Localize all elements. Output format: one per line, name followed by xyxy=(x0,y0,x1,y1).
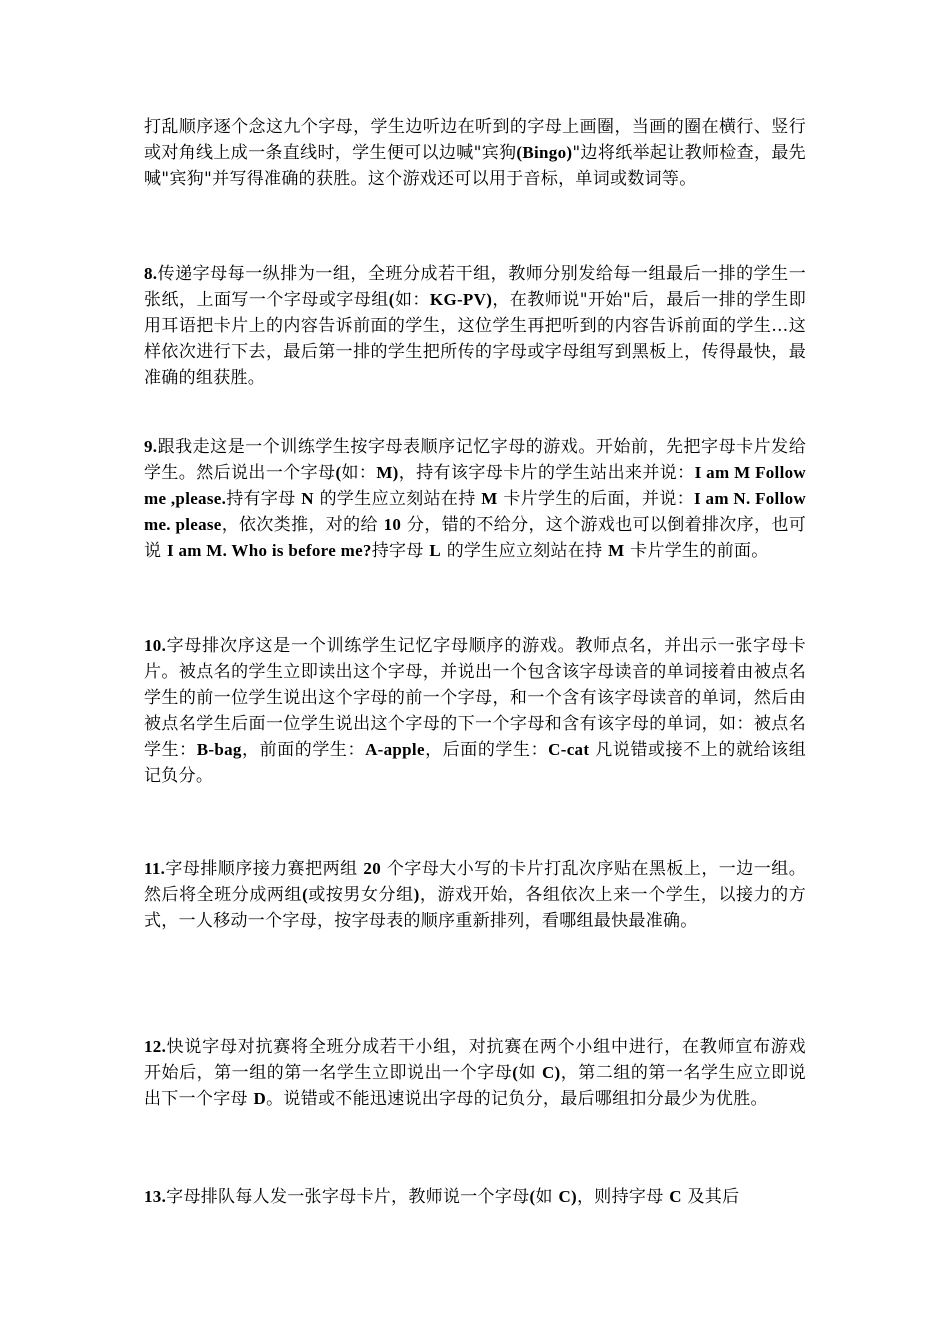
text-run: ，前面的学生： xyxy=(241,740,366,760)
text-run: 个字母大小写的卡片打乱次序贴在黑板上，一边一组。然后将全班分成两组 xyxy=(144,859,806,905)
bold-text-run: ) xyxy=(413,885,420,904)
bold-text-run: ( xyxy=(388,290,395,309)
text-run: ，则持字母 xyxy=(577,1187,670,1207)
paragraph-10-letter-order xyxy=(144,633,806,789)
bold-text-run: I am N. Follow me. please xyxy=(144,489,806,534)
text-run: 如： xyxy=(341,463,377,483)
text-run: ，在教师说"开始"后，最后一排的学生即用耳语把卡片上的内容告诉前面的学生，这位学生再把听到的内容告诉前面的学生…这样依次进行下去，最后第一排的学生把所传的字母或字母组写到黑板上，传得最快，最准确的组获胜。 xyxy=(144,290,806,388)
bold-text-run: C-cat xyxy=(548,740,590,759)
text-run: 卡片学生的后面，并说： xyxy=(497,489,695,509)
text-run: 凡说错或接不上的就给该组记负分。 xyxy=(144,740,806,786)
bold-text-run: N xyxy=(301,489,314,508)
bold-text-run: ( xyxy=(302,885,309,904)
text-run: ，第二组的第一名学生应立即说出下一个字母 xyxy=(144,1063,806,1109)
paragraph-9-follow-me xyxy=(144,434,806,564)
bold-text-run: 8. xyxy=(144,264,158,283)
text-run: 快说字母对抗赛将全班分成若干小组，对抗赛在两个小组中进行，在教师宣布游戏开始后，第一组的第一名学生立即说出一个字母 xyxy=(144,1037,806,1083)
text-run: 卡片学生的前面。 xyxy=(624,541,769,561)
text-run: ，后面的学生： xyxy=(424,740,549,760)
bold-text-run: 13. xyxy=(144,1187,167,1206)
bold-text-run: M xyxy=(481,489,498,508)
text-run: 如 xyxy=(535,1187,559,1207)
bold-text-run: ( xyxy=(512,1063,519,1082)
text-run: 的学生应立刻站在持 xyxy=(313,489,482,509)
paragraph-11-relay-race xyxy=(144,856,806,934)
bold-text-run: 20 xyxy=(363,859,382,878)
text-run: 的学生应立刻站在持 xyxy=(440,541,609,561)
text-run: 。说错或不能迅速说出字母的记负分，最后哪组扣分最少为优胜。 xyxy=(266,1089,768,1109)
text-run: 持字母 xyxy=(371,541,430,561)
text-run: 如 xyxy=(518,1063,542,1083)
text-run: 字母排次序这是一个训练学生记忆字母顺序的游戏。教师点名，并出示一张字母卡片。被点名的学生立即读出这个字母，并说出一个包含该字母读音的单词接着由被点名学生的前一位学生说出这个字母的前一个字母，和一个含有该字母读音的单词，然后由被点名学生后面一位学生说出这个字母的下一个字母和含有该字母的单词，如：被点名学生： xyxy=(144,636,806,760)
bold-text-run: ( xyxy=(335,463,342,482)
bold-text-run: C) xyxy=(541,1063,561,1082)
paragraph-bingo-continued xyxy=(144,114,806,192)
text-run: 或按男女分组 xyxy=(308,885,414,905)
bold-text-run: 10 xyxy=(383,515,402,534)
paragraph-12-quick-letters xyxy=(144,1034,806,1112)
bold-text-run: C xyxy=(669,1187,682,1206)
text-run: 字母排顺序接力赛把两组 xyxy=(165,859,364,879)
text-run: ，依次类推，对的给 xyxy=(221,515,384,535)
text-run: 分，错的不给分，这个游戏也可以倒着排次序，也可说 xyxy=(144,515,807,561)
bold-text-run: A-apple xyxy=(365,740,425,759)
text-run: 如： xyxy=(394,290,430,310)
text-run: 及其后 xyxy=(681,1187,740,1207)
bold-text-run: L xyxy=(429,541,441,560)
bold-text-run: ( xyxy=(529,1187,536,1206)
paragraph-8-pass-letters xyxy=(144,261,806,391)
text-run: 跟我走这是一个训练学生按字母表顺序记忆字母的游戏。开始前，先把字母卡片发给学生。然后说出一个字母 xyxy=(144,437,806,483)
text-run: 传递字母每一纵排为一组，全班分成若干组，教师分别发给每一组最后一排的学生一张纸，上面写一个字母或字母组 xyxy=(144,264,806,310)
bold-text-run: M xyxy=(608,541,625,560)
bold-text-run: KG-PV) xyxy=(429,290,493,309)
paragraph-13-letter-queue xyxy=(144,1184,806,1210)
bold-text-run: B-bag xyxy=(196,740,242,759)
bold-text-run: (Bingo) xyxy=(516,143,573,162)
text-run: 持有字母 xyxy=(226,489,302,509)
bold-text-run: 12. xyxy=(144,1037,167,1056)
bold-text-run: 10. xyxy=(144,636,167,655)
bold-text-run: I am M Follow me ,please. xyxy=(144,463,806,508)
bold-text-run: 11. xyxy=(144,859,166,878)
bold-text-run: I am M. Who is before me? xyxy=(167,541,372,560)
text-run: ，持有该字母卡片的学生站出来并说： xyxy=(398,463,695,483)
text-run: ，游戏开始，各组依次上来一个学生，以接力的方式，一人移动一个字母，按字母表的顺序重新排列，看哪组最快最准确。 xyxy=(144,885,806,931)
bold-text-run: C) xyxy=(558,1187,577,1206)
bold-text-run: D xyxy=(253,1089,267,1108)
bold-text-run: M) xyxy=(376,463,399,482)
text-run: "边将纸举起让教师检查，最先喊"宾狗"并写得准确的获胜。这个游戏还可以用于音标，单词或数词等。 xyxy=(144,143,806,189)
text-run: 打乱顺序逐个念这九个字母，学生边听边在听到的字母上画圈，当画的圈在横行、竖行或对角线上成一条直线时，学生便可以边喊"宾狗 xyxy=(144,117,806,163)
bold-text-run: 9. xyxy=(144,437,158,456)
text-run: 字母排队每人发一张字母卡片，教师说一个字母 xyxy=(166,1187,530,1207)
